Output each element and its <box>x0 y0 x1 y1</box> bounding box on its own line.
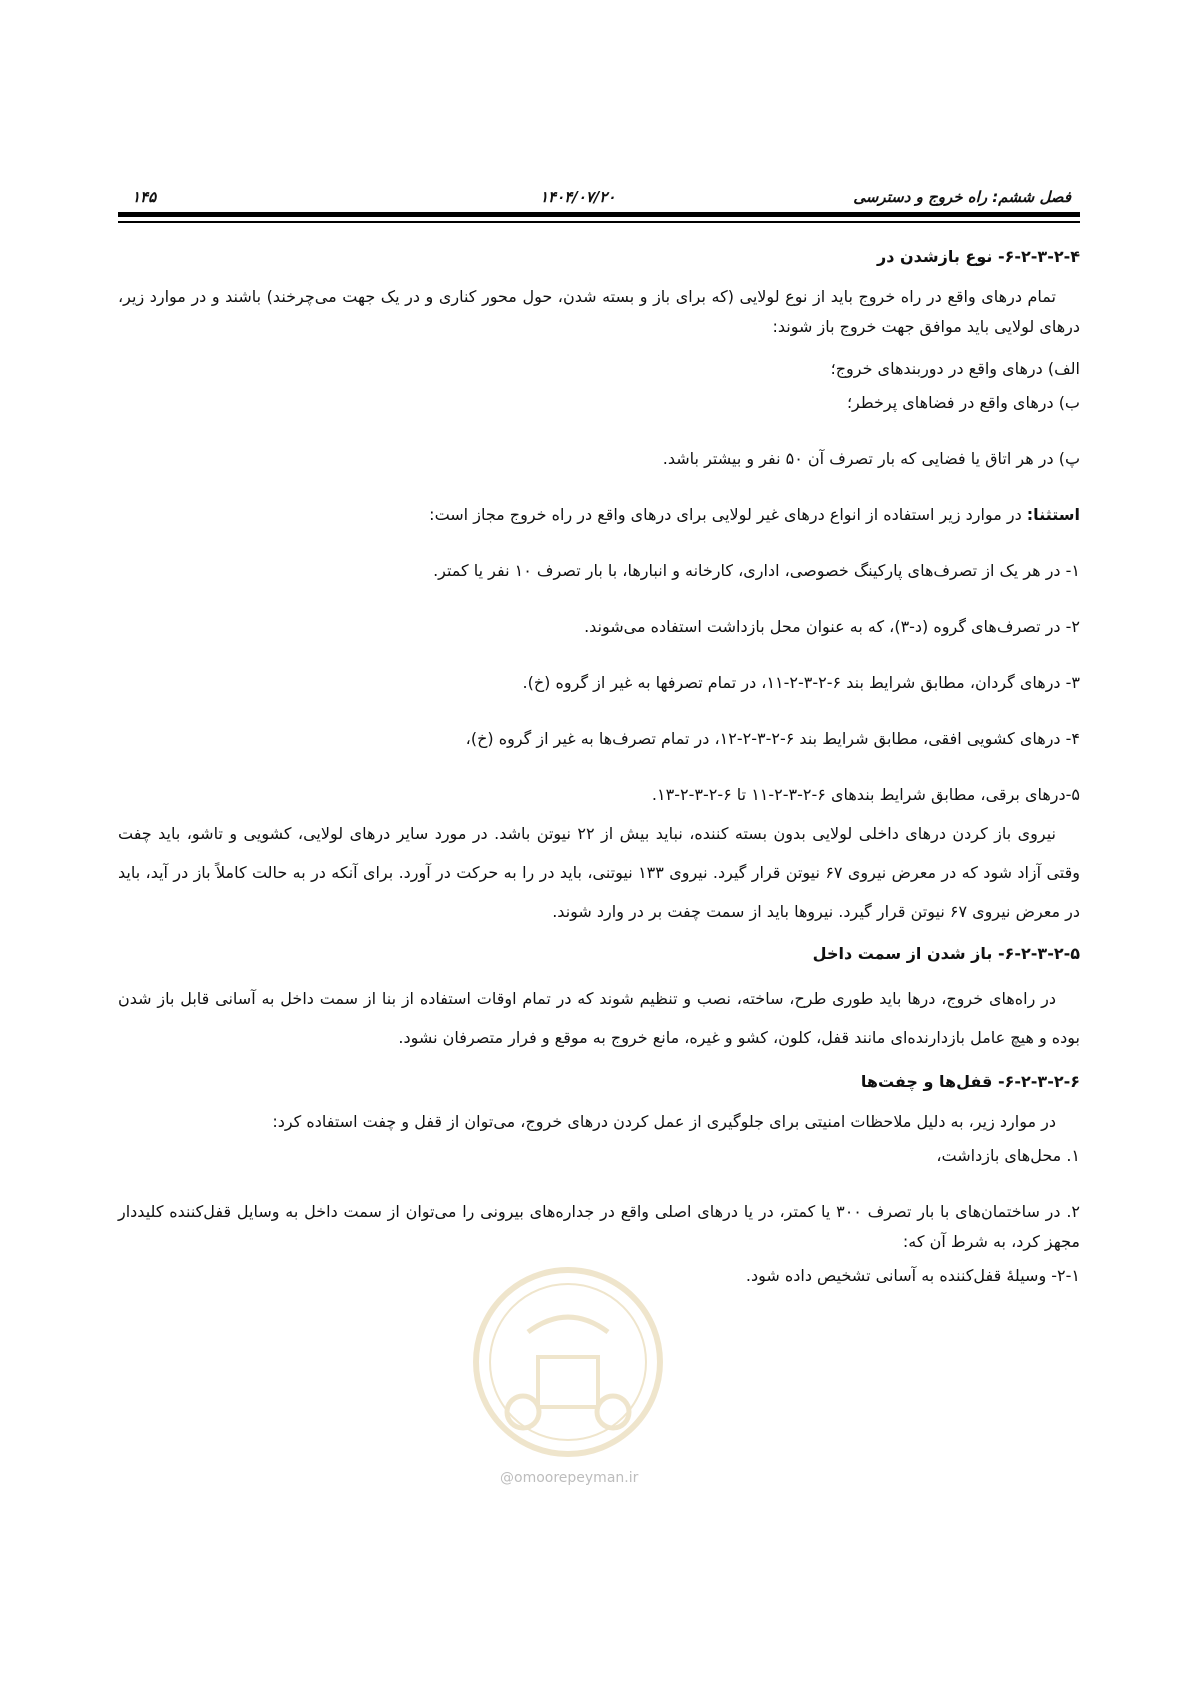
exception-item-1: ۱- در هر یک از تصرف‌های پارکینگ خصوصی، اداری، کارخانه و انبارها، با بار تصرف ۱۰ نفر یا کمتر. <box>433 561 1080 580</box>
paragraph-locks: در موارد زیر، به دلیل ملاحظات امنیتی برای جلوگیری از عمل کردن درهای خروج، می‌توان از قفل و چفت استفاده کرد: <box>272 1112 1056 1131</box>
exception-item-3: ۳- درهای گردان، مطابق شرایط بند ۶-۲-۳-۲-۱۱، در تمام تصرفها به غیر از گروه (خ). <box>522 673 1080 692</box>
exception-paragraph <box>118 500 1080 530</box>
running-header-chapter: فصل ششم: راه خروج و دسترسی <box>853 188 1071 206</box>
exception-item-5: ۵-درهای برقی، مطابق شرایط بندهای ۶-۲-۳-۲-۱۱ تا ۶-۲-۳-۲-۱۳. <box>651 785 1080 804</box>
list-item-a: الف) درهای واقع در دوربندهای خروج؛ <box>830 359 1080 378</box>
locks-item-2: ۲. در ساختمان‌های با بار تصرف ۳۰۰ یا کمتر، در یا درهای اصلی واقع در جداره‌های بیرونی را می‌توان از سمت داخل به وسایل قفل‌کننده کلیددار مجهز کرد، به شرط آن که: <box>118 1202 1080 1251</box>
section-heading-open-from-inside: ۶-۲-۳-۲-۵- باز شدن از سمت داخل <box>812 944 1080 963</box>
header-rule-thin <box>118 221 1080 223</box>
list-item-b: ب) درهای واقع در فضاهای پرخطر؛ <box>846 393 1080 412</box>
paragraph-door-type: تمام درهای واقع در راه خروج باید از نوع لولایی (که برای باز و بسته شدن، حول محور کناری و در یک جهت می‌چرخند) باشند و در موارد زیر، درهای لولایی باید موافق جهت خروج باز شوند: <box>118 287 1080 336</box>
exception-label: استثنا: <box>1026 505 1080 524</box>
watermark-site: @omoorepeyman.ir <box>500 1470 639 1486</box>
section-heading-door-swing: ۶-۲-۳-۲-۴- نوع بازشدن در <box>877 247 1080 266</box>
page-number: ۱۴۵ <box>132 188 157 206</box>
running-header-date: ۱۴۰۴/۰۷/۲۰ <box>540 188 616 206</box>
paragraph-opening-force: نیروی باز کردن درهای داخلی لولایی بدون بسته کننده، نباید بیش از ۲۲ نیوتن باشد. در مورد سایر درهای لولایی، کشویی و تاشو، باید چفت وقتی آزاد شود که در معرض نیروی ۶۷ نیوتن قرار گیرد. نیروی ۱۳۳ نیوتنی، باید در را به حرکت در آورد. برای آنکه در به حالت کاملاً باز در آید، باید در معرض نیروی ۶۷ نیوتن قرار گیرد. نیروها باید از سمت چفت بر در وارد شوند. <box>118 824 1080 921</box>
section-heading-locks: ۶-۲-۳-۲-۶- قفل‌ها و چفت‌ها <box>860 1072 1080 1091</box>
exception-item-4: ۴- درهای کشویی افقی، مطابق شرایط بند ۶-۲-۳-۲-۱۲، در تمام تصرف‌ها به غیر از گروه (خ)، <box>465 729 1080 748</box>
exception-text: در موارد زیر استفاده از انواع درهای غیر لولایی برای درهای واقع در راه خروج مجاز است: <box>429 505 1027 524</box>
paragraph-open-from-inside: در راه‌های خروج، درها باید طوری طرح، ساخته، نصب و تنظیم شوند که در تمام اوقات استفاده از بنا از سمت داخل به آسانی قابل باز شدن بوده و هیچ عامل بازدارنده‌ای مانند قفل، کلون، کشو و غیره، مانع خروج به موقع و فرار متصرفان نشود. <box>118 989 1080 1047</box>
list-item-p: پ) در هر اتاق یا فضایی که بار تصرف آن ۵۰ نفر و بیشتر باشد. <box>662 449 1080 468</box>
exception-item-2: ۲- در تصرف‌های گروه (د-۳)، که به عنوان محل بازداشت استفاده می‌شوند. <box>584 617 1080 636</box>
header-rule-thick <box>118 212 1080 217</box>
locks-item-1: ۱. محل‌های بازداشت، <box>936 1146 1080 1165</box>
locks-item-2-1: ۲-۱- وسیلهٔ قفل‌کننده به آسانی تشخیص داده شود. <box>745 1266 1080 1285</box>
document-body <box>118 244 1080 1317</box>
